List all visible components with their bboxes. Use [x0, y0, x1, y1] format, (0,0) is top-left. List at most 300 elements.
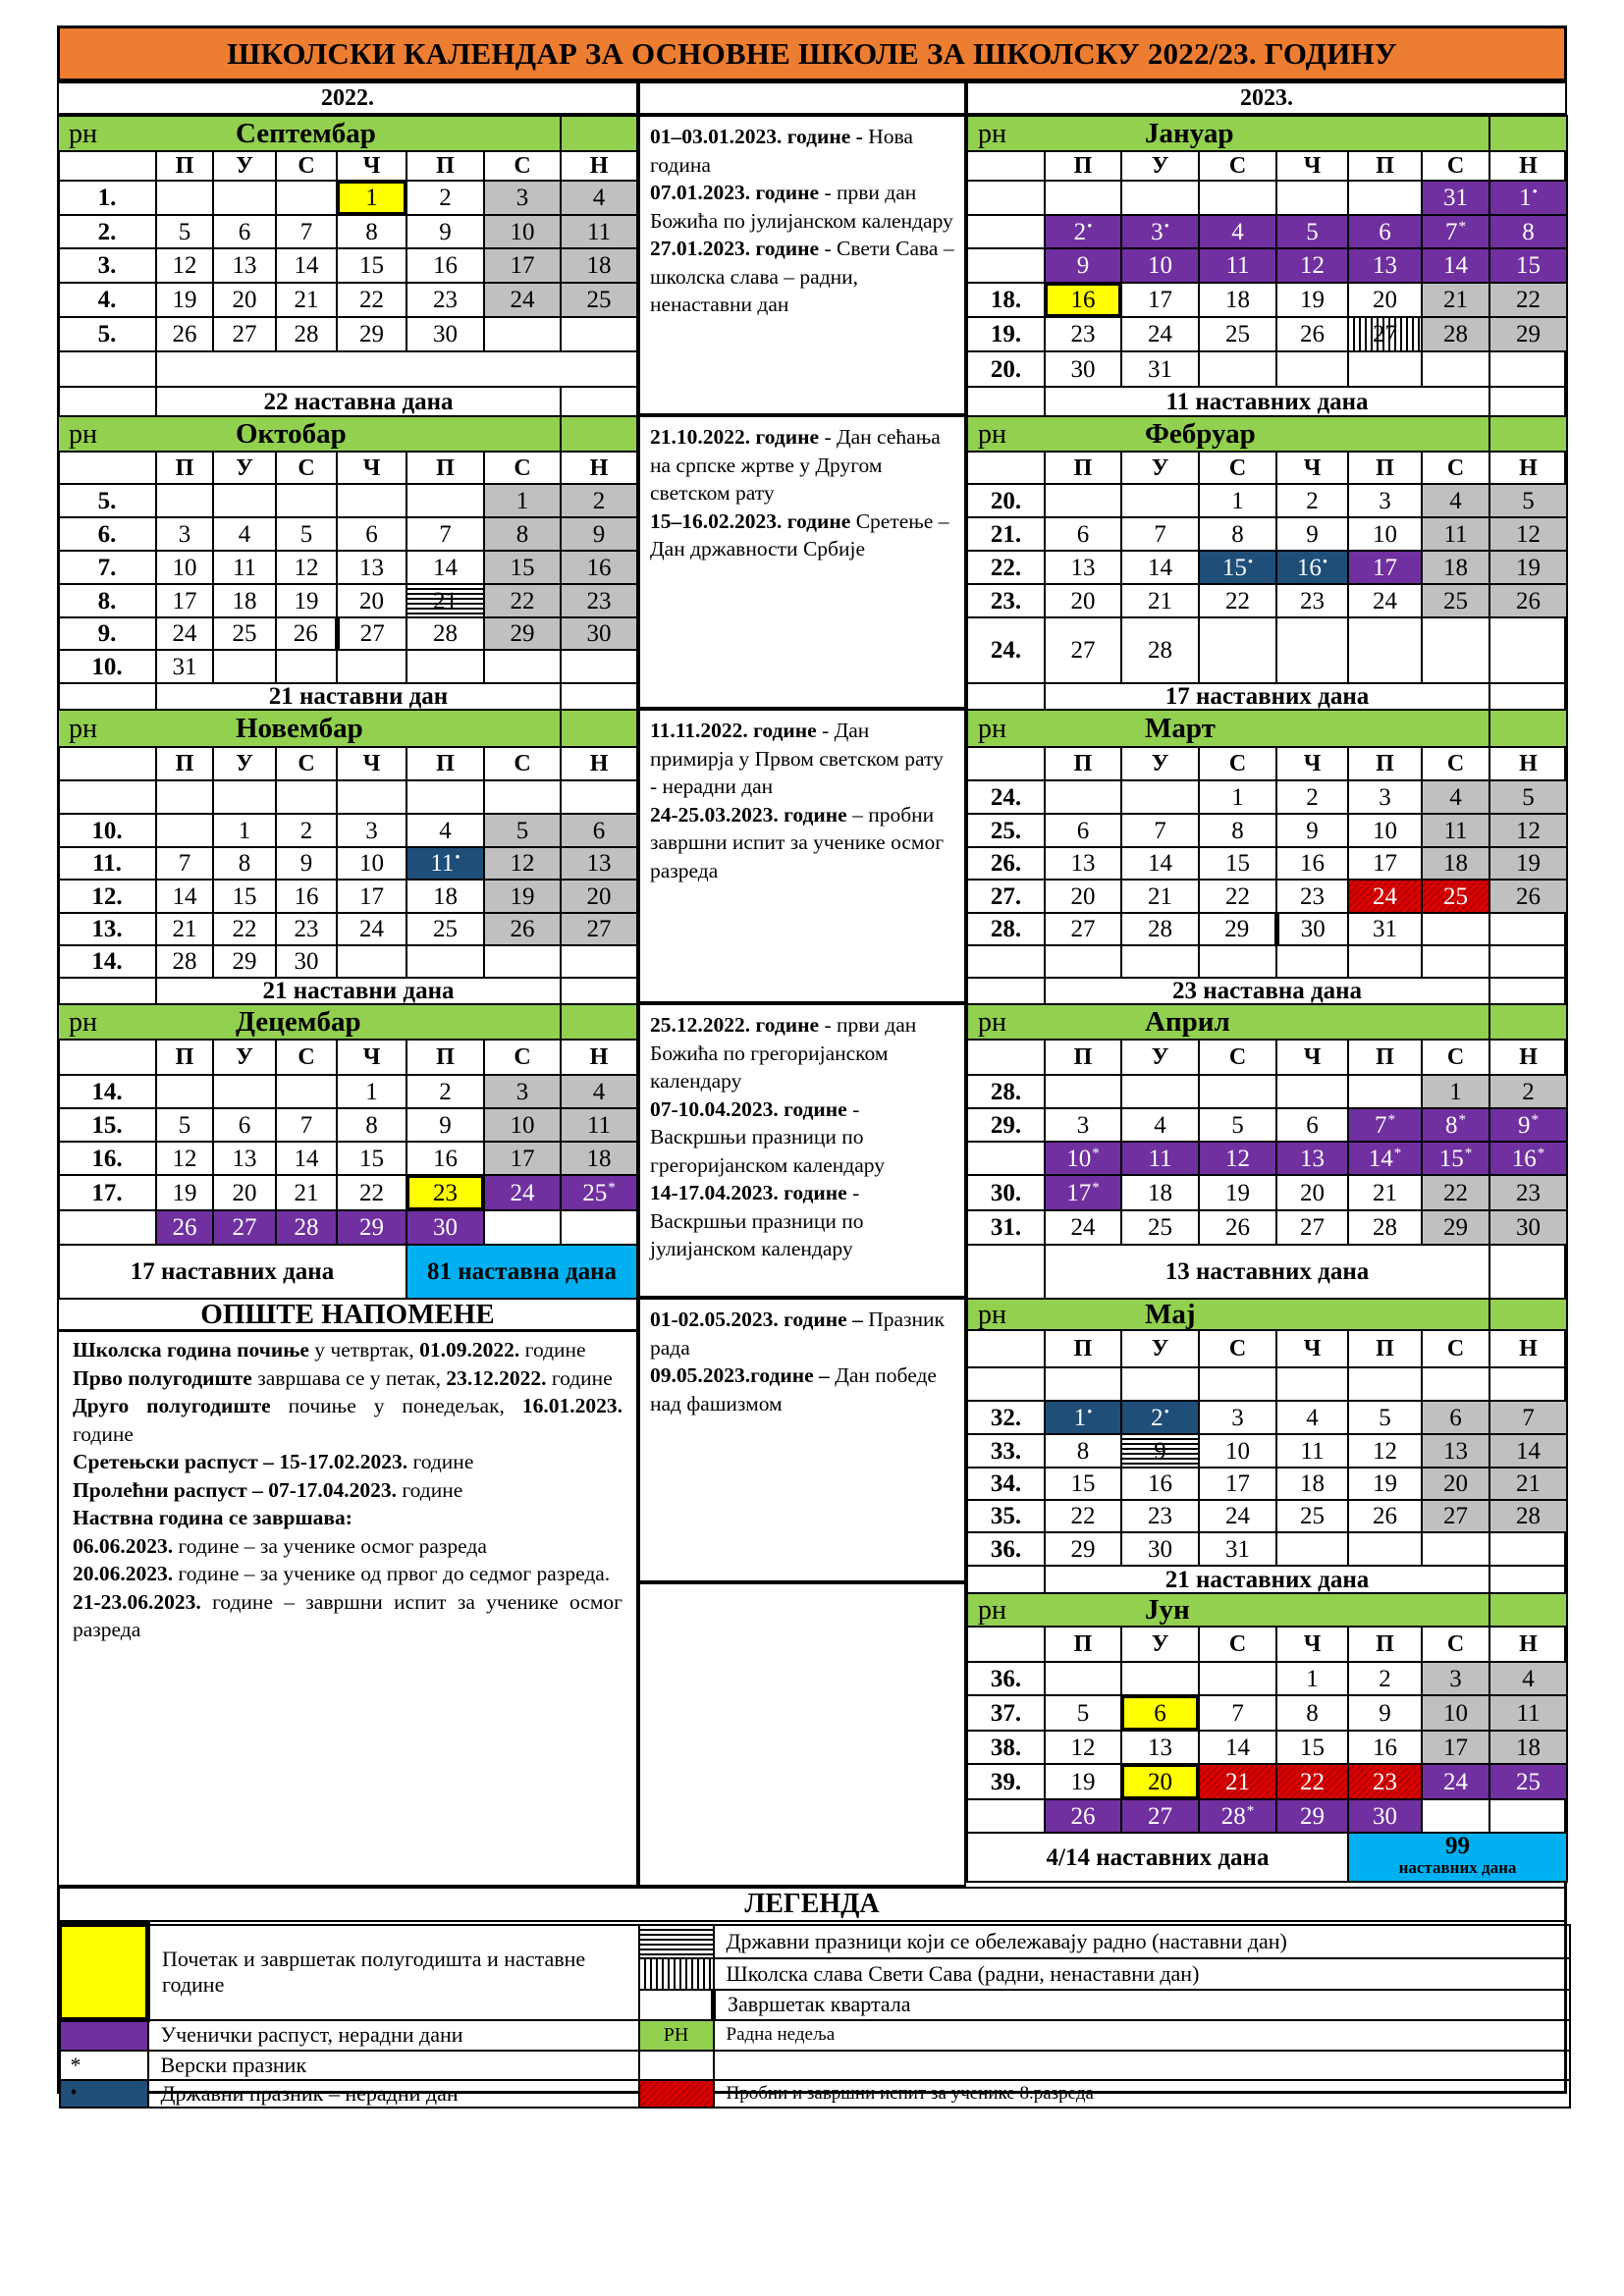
day-cell[interactable]: 12 [156, 248, 213, 283]
day-cell[interactable] [1422, 551, 1489, 584]
day-cell[interactable] [1489, 1468, 1567, 1500]
day-cell[interactable]: 6 [213, 215, 276, 248]
day-cell[interactable] [406, 484, 484, 517]
day-cell[interactable] [1276, 913, 1348, 945]
day-cell[interactable] [1348, 1799, 1422, 1833]
day-cell[interactable] [1422, 780, 1489, 814]
day-cell[interactable]: 19 [1276, 283, 1348, 317]
day-cell[interactable] [1045, 1662, 1121, 1695]
day-cell[interactable] [276, 780, 337, 814]
day-cell[interactable] [1348, 351, 1422, 387]
day-cell[interactable] [1045, 248, 1121, 283]
day-cell[interactable] [1422, 517, 1489, 551]
day-cell[interactable]: 6 [337, 517, 406, 551]
day-cell[interactable] [1199, 1142, 1276, 1175]
day-cell[interactable] [1489, 913, 1567, 945]
day-cell[interactable]: 19 [1045, 1764, 1121, 1799]
day-cell[interactable] [1422, 1662, 1489, 1695]
day-cell[interactable] [1276, 945, 1348, 978]
day-cell[interactable] [1276, 351, 1348, 387]
day-cell[interactable] [1276, 1075, 1348, 1108]
day-cell[interactable] [1422, 1175, 1489, 1210]
day-cell[interactable]: 5 [1348, 1401, 1422, 1434]
day-cell[interactable] [406, 847, 484, 880]
day-cell[interactable]: 19 [1348, 1468, 1422, 1500]
day-cell[interactable] [1422, 248, 1489, 283]
day-cell[interactable]: 24 [337, 913, 406, 945]
day-cell[interactable] [1422, 1731, 1489, 1764]
day-cell[interactable] [1348, 181, 1422, 215]
day-cell[interactable] [1422, 484, 1489, 517]
day-cell[interactable]: 22 [1045, 1500, 1121, 1532]
day-cell[interactable] [484, 584, 561, 617]
day-cell[interactable]: 13 [337, 551, 406, 584]
day-cell[interactable]: 22 [1199, 584, 1276, 617]
day-cell[interactable]: 31 [1348, 913, 1422, 945]
day-cell[interactable] [484, 215, 561, 248]
day-cell[interactable]: 22 [213, 913, 276, 945]
day-cell[interactable] [337, 181, 406, 215]
day-cell[interactable]: 27 [213, 317, 276, 351]
day-cell[interactable] [1276, 1799, 1348, 1833]
day-cell[interactable] [1422, 913, 1489, 945]
day-cell[interactable] [561, 780, 637, 814]
day-cell[interactable] [1199, 351, 1276, 387]
day-cell[interactable] [1348, 215, 1422, 248]
day-cell[interactable] [1199, 248, 1276, 283]
day-cell[interactable] [337, 945, 406, 978]
day-cell[interactable]: 3 [1199, 1401, 1276, 1434]
day-cell[interactable] [1276, 215, 1348, 248]
day-cell[interactable]: 29 [337, 317, 406, 351]
day-cell[interactable]: 9 [406, 1108, 484, 1142]
day-cell[interactable] [561, 617, 637, 650]
day-cell[interactable]: 9 [1348, 1695, 1422, 1731]
day-cell[interactable]: 28 [276, 317, 337, 351]
day-cell[interactable]: 24 [156, 617, 213, 650]
day-cell[interactable] [213, 1075, 276, 1108]
day-cell[interactable]: 7 [276, 1108, 337, 1142]
day-cell[interactable]: 10 [156, 551, 213, 584]
day-cell[interactable]: 10 [1199, 1434, 1276, 1468]
day-cell[interactable] [276, 181, 337, 215]
day-cell[interactable]: 21 [1121, 880, 1199, 913]
day-cell[interactable] [213, 1210, 276, 1245]
day-cell[interactable]: 7 [276, 215, 337, 248]
day-cell[interactable]: 30 [276, 945, 337, 978]
day-cell[interactable]: 27 [1045, 617, 1121, 683]
day-cell[interactable]: 8 [1276, 1695, 1348, 1731]
day-cell[interactable]: 23 [1276, 584, 1348, 617]
day-cell[interactable] [1489, 880, 1567, 913]
day-cell[interactable]: 11 [213, 551, 276, 584]
day-cell[interactable] [1121, 215, 1199, 248]
day-cell[interactable] [484, 945, 561, 978]
day-cell[interactable] [484, 1175, 561, 1210]
day-cell[interactable] [484, 517, 561, 551]
day-cell[interactable]: 23 [276, 913, 337, 945]
day-cell[interactable]: 31 [1121, 351, 1199, 387]
day-cell[interactable]: 15 [1276, 1731, 1348, 1764]
day-cell[interactable]: 22 [1199, 880, 1276, 913]
day-cell[interactable]: 7 [406, 517, 484, 551]
day-cell[interactable]: 5 [1199, 1108, 1276, 1142]
day-cell[interactable] [1422, 283, 1489, 317]
day-cell[interactable]: 12 [1045, 1731, 1121, 1764]
day-cell[interactable]: 29 [213, 945, 276, 978]
day-cell[interactable] [1348, 1108, 1422, 1142]
day-cell[interactable] [1045, 1401, 1121, 1434]
day-cell[interactable]: 14 [1121, 847, 1199, 880]
day-cell[interactable] [276, 650, 337, 683]
day-cell[interactable]: 8 [1045, 1434, 1121, 1468]
day-cell[interactable] [1422, 617, 1489, 683]
day-cell[interactable]: 16 [406, 248, 484, 283]
day-cell[interactable] [1045, 1142, 1121, 1175]
day-cell[interactable]: 30 [1045, 351, 1121, 387]
day-cell[interactable] [484, 1075, 561, 1108]
day-cell[interactable]: 3 [1045, 1108, 1121, 1142]
day-cell[interactable] [1422, 814, 1489, 847]
day-cell[interactable]: 11 [1276, 1434, 1348, 1468]
day-cell[interactable] [1121, 248, 1199, 283]
day-cell[interactable]: 13 [1045, 847, 1121, 880]
day-cell[interactable]: 17 [1348, 847, 1422, 880]
day-cell[interactable]: 7 [1121, 517, 1199, 551]
day-cell[interactable] [1489, 1210, 1567, 1245]
day-cell[interactable] [1489, 248, 1567, 283]
day-cell[interactable] [1276, 1532, 1348, 1566]
day-cell[interactable] [1121, 945, 1199, 978]
day-cell[interactable]: 16 [1348, 1731, 1422, 1764]
day-cell[interactable] [1276, 181, 1348, 215]
day-cell[interactable] [484, 248, 561, 283]
day-cell[interactable]: 15 [1199, 847, 1276, 880]
day-cell[interactable] [1489, 617, 1567, 683]
day-cell[interactable] [1121, 780, 1199, 814]
day-cell[interactable]: 9 [406, 215, 484, 248]
day-cell[interactable]: 26 [1348, 1500, 1422, 1532]
day-cell[interactable]: 30 [406, 317, 484, 351]
day-cell[interactable] [1489, 847, 1567, 880]
day-cell[interactable] [561, 317, 637, 351]
day-cell[interactable] [484, 847, 561, 880]
day-cell[interactable] [1489, 517, 1567, 551]
day-cell[interactable] [1489, 551, 1567, 584]
day-cell[interactable]: 18 [1276, 1468, 1348, 1500]
day-cell[interactable] [213, 181, 276, 215]
day-cell[interactable] [1045, 484, 1121, 517]
day-cell[interactable] [337, 780, 406, 814]
day-cell[interactable] [484, 1210, 561, 1245]
day-cell[interactable] [1348, 880, 1422, 913]
day-cell[interactable]: 4 [406, 814, 484, 847]
day-cell[interactable] [1276, 1142, 1348, 1175]
day-cell[interactable]: 26 [156, 317, 213, 351]
day-cell[interactable]: 10 [1348, 814, 1422, 847]
day-cell[interactable] [1276, 1764, 1348, 1799]
day-cell[interactable]: 21 [1348, 1175, 1422, 1210]
day-cell[interactable] [561, 517, 637, 551]
day-cell[interactable]: 3 [337, 814, 406, 847]
day-cell[interactable]: 14 [156, 880, 213, 913]
day-cell[interactable]: 14 [406, 551, 484, 584]
day-cell[interactable]: 16 [1276, 847, 1348, 880]
day-cell[interactable] [1489, 1367, 1567, 1401]
day-cell[interactable] [1422, 1532, 1489, 1566]
day-cell[interactable] [1489, 945, 1567, 978]
day-cell[interactable]: 15 [337, 1142, 406, 1175]
day-cell[interactable]: 21 [276, 283, 337, 317]
day-cell[interactable] [1422, 1108, 1489, 1142]
day-cell[interactable]: 23 [1276, 880, 1348, 913]
day-cell[interactable] [561, 847, 637, 880]
day-cell[interactable]: 29 [1199, 913, 1276, 945]
day-cell[interactable] [561, 913, 637, 945]
day-cell[interactable] [1489, 1401, 1567, 1434]
day-cell[interactable]: 20 [1276, 1175, 1348, 1210]
day-cell[interactable] [1199, 1075, 1276, 1108]
day-cell[interactable] [1422, 945, 1489, 978]
day-cell[interactable]: 28 [156, 945, 213, 978]
day-cell[interactable]: 3 [1348, 780, 1422, 814]
day-cell[interactable] [1045, 1175, 1121, 1210]
day-cell[interactable] [1489, 215, 1567, 248]
day-cell[interactable]: 30 [1121, 1532, 1199, 1566]
day-cell[interactable]: 20 [1045, 880, 1121, 913]
day-cell[interactable]: 20 [213, 1175, 276, 1210]
day-cell[interactable] [484, 1108, 561, 1142]
day-cell[interactable] [1489, 1799, 1567, 1833]
day-cell[interactable] [1199, 1764, 1276, 1799]
day-cell[interactable] [1422, 317, 1489, 351]
day-cell[interactable] [561, 1108, 637, 1142]
day-cell[interactable] [1045, 1799, 1121, 1833]
day-cell[interactable] [484, 880, 561, 913]
day-cell[interactable]: 19 [156, 1175, 213, 1210]
day-cell[interactable]: 8 [337, 1108, 406, 1142]
day-cell[interactable]: 5 [156, 1108, 213, 1142]
day-cell[interactable] [276, 1210, 337, 1245]
day-cell[interactable]: 25 [1121, 1210, 1199, 1245]
day-cell[interactable]: 5 [156, 215, 213, 248]
day-cell[interactable] [1422, 1764, 1489, 1799]
day-cell[interactable] [1045, 945, 1121, 978]
day-cell[interactable]: 16 [1121, 1468, 1199, 1500]
day-cell[interactable]: 21 [1121, 584, 1199, 617]
day-cell[interactable]: 22 [337, 1175, 406, 1210]
day-cell[interactable]: 6 [1045, 517, 1121, 551]
day-cell[interactable] [484, 617, 561, 650]
day-cell[interactable]: 9 [1276, 517, 1348, 551]
day-cell[interactable] [1422, 1695, 1489, 1731]
day-cell[interactable] [484, 181, 561, 215]
day-cell[interactable]: 17 [1199, 1468, 1276, 1500]
day-cell[interactable]: 25 [1199, 317, 1276, 351]
day-cell[interactable] [276, 484, 337, 517]
day-cell[interactable] [1348, 1142, 1422, 1175]
day-cell[interactable] [1121, 484, 1199, 517]
day-cell[interactable] [1422, 880, 1489, 913]
day-cell[interactable] [1348, 1532, 1422, 1566]
day-cell[interactable]: 31 [156, 650, 213, 683]
day-cell[interactable]: 5 [1045, 1695, 1121, 1731]
day-cell[interactable] [1489, 584, 1567, 617]
day-cell[interactable]: 27 [1276, 1210, 1348, 1245]
day-cell[interactable]: 28 [1348, 1210, 1422, 1245]
day-cell[interactable]: 10 [1348, 517, 1422, 551]
day-cell[interactable]: 18 [406, 880, 484, 913]
day-cell[interactable] [337, 650, 406, 683]
day-cell[interactable]: 2 [1348, 1662, 1422, 1695]
day-cell[interactable]: 19 [156, 283, 213, 317]
day-cell[interactable] [156, 1075, 213, 1108]
day-cell[interactable]: 13 [1121, 1731, 1199, 1764]
day-cell[interactable]: 28 [1121, 913, 1199, 945]
day-cell[interactable]: 4 [1121, 1108, 1199, 1142]
day-cell[interactable] [1489, 1108, 1567, 1142]
day-cell[interactable] [156, 780, 213, 814]
day-cell[interactable] [1121, 1401, 1199, 1434]
day-cell[interactable] [156, 814, 213, 847]
day-cell[interactable]: 21 [156, 913, 213, 945]
day-cell[interactable]: 1 [1199, 780, 1276, 814]
day-cell[interactable] [561, 181, 637, 215]
day-cell[interactable] [1489, 1434, 1567, 1468]
day-cell[interactable] [1489, 1075, 1567, 1108]
day-cell[interactable] [1422, 1434, 1489, 1468]
day-cell[interactable]: 16 [276, 880, 337, 913]
day-cell[interactable] [1348, 1764, 1422, 1799]
day-cell[interactable] [406, 1210, 484, 1245]
day-cell[interactable] [1199, 181, 1276, 215]
day-cell[interactable]: 23 [406, 283, 484, 317]
day-cell[interactable] [484, 780, 561, 814]
day-cell[interactable]: 24 [1121, 317, 1199, 351]
day-cell[interactable] [1422, 1142, 1489, 1175]
day-cell[interactable] [1199, 945, 1276, 978]
day-cell[interactable] [1121, 181, 1199, 215]
day-cell[interactable] [1045, 1367, 1121, 1401]
day-cell[interactable] [1489, 1532, 1567, 1566]
day-cell[interactable]: 2 [1276, 780, 1348, 814]
day-cell[interactable] [1489, 351, 1567, 387]
day-cell[interactable] [1348, 617, 1422, 683]
day-cell[interactable] [156, 484, 213, 517]
day-cell[interactable]: 1 [213, 814, 276, 847]
day-cell[interactable] [406, 780, 484, 814]
day-cell[interactable] [276, 1075, 337, 1108]
day-cell[interactable]: 19 [1199, 1175, 1276, 1210]
day-cell[interactable] [1348, 317, 1422, 351]
day-cell[interactable] [1422, 1401, 1489, 1434]
day-cell[interactable]: 14 [1199, 1731, 1276, 1764]
day-cell[interactable] [1276, 1367, 1348, 1401]
day-cell[interactable]: 15 [213, 880, 276, 913]
day-cell[interactable]: 1 [1276, 1662, 1348, 1695]
day-cell[interactable] [1199, 617, 1276, 683]
day-cell[interactable] [561, 551, 637, 584]
day-cell[interactable]: 15 [1045, 1468, 1121, 1500]
day-cell[interactable]: 13 [213, 1142, 276, 1175]
day-cell[interactable] [1045, 780, 1121, 814]
day-cell[interactable] [1422, 181, 1489, 215]
day-cell[interactable]: 28 [406, 617, 484, 650]
day-cell[interactable]: 26 [276, 617, 337, 650]
day-cell[interactable] [1121, 1075, 1199, 1108]
day-cell[interactable]: 26 [1276, 317, 1348, 351]
day-cell[interactable] [406, 1175, 484, 1210]
day-cell[interactable] [1045, 181, 1121, 215]
day-cell[interactable]: 6 [213, 1108, 276, 1142]
day-cell[interactable] [1045, 283, 1121, 317]
day-cell[interactable] [561, 650, 637, 683]
day-cell[interactable] [1199, 1662, 1276, 1695]
day-cell[interactable] [1276, 248, 1348, 283]
day-cell[interactable]: 8 [337, 215, 406, 248]
day-cell[interactable] [561, 814, 637, 847]
day-cell[interactable]: 25 [213, 617, 276, 650]
day-cell[interactable]: 9 [276, 847, 337, 880]
day-cell[interactable] [1422, 1367, 1489, 1401]
day-cell[interactable]: 18 [1199, 283, 1276, 317]
day-cell[interactable]: 6 [1276, 1108, 1348, 1142]
day-cell[interactable]: 19 [276, 584, 337, 617]
day-cell[interactable]: 1 [1199, 484, 1276, 517]
day-cell[interactable] [1199, 1799, 1276, 1833]
day-cell[interactable]: 7 [156, 847, 213, 880]
day-cell[interactable]: 2 [1276, 484, 1348, 517]
day-cell[interactable] [561, 1175, 637, 1210]
day-cell[interactable]: 7 [1199, 1695, 1276, 1731]
day-cell[interactable] [1199, 1367, 1276, 1401]
day-cell[interactable] [1489, 1500, 1567, 1532]
day-cell[interactable] [1348, 1367, 1422, 1401]
day-cell[interactable] [561, 1075, 637, 1108]
day-cell[interactable] [484, 283, 561, 317]
day-cell[interactable] [1422, 1799, 1489, 1833]
day-cell[interactable]: 20 [337, 584, 406, 617]
day-cell[interactable]: 3 [156, 517, 213, 551]
day-cell[interactable]: 6 [1045, 814, 1121, 847]
day-cell[interactable]: 20 [213, 283, 276, 317]
day-cell[interactable] [1422, 215, 1489, 248]
day-cell[interactable] [561, 880, 637, 913]
day-cell[interactable] [1121, 1662, 1199, 1695]
day-cell[interactable] [1121, 1434, 1199, 1468]
day-cell[interactable] [156, 1210, 213, 1245]
day-cell[interactable]: 7 [1121, 814, 1199, 847]
day-cell[interactable] [561, 1142, 637, 1175]
day-cell[interactable]: 31 [1199, 1532, 1276, 1566]
day-cell[interactable] [1045, 215, 1121, 248]
day-cell[interactable]: 24 [1348, 584, 1422, 617]
day-cell[interactable]: 4 [213, 517, 276, 551]
day-cell[interactable] [406, 945, 484, 978]
day-cell[interactable] [1422, 1075, 1489, 1108]
day-cell[interactable]: 24 [1045, 1210, 1121, 1245]
day-cell[interactable] [484, 551, 561, 584]
day-cell[interactable]: 17 [156, 584, 213, 617]
day-cell[interactable] [1489, 814, 1567, 847]
day-cell[interactable] [1489, 1731, 1567, 1764]
day-cell[interactable]: 2 [406, 1075, 484, 1108]
day-cell[interactable] [561, 248, 637, 283]
day-cell[interactable]: 20 [1045, 584, 1121, 617]
day-cell[interactable] [1045, 1075, 1121, 1108]
day-cell[interactable] [1489, 780, 1567, 814]
day-cell[interactable]: 14 [276, 248, 337, 283]
